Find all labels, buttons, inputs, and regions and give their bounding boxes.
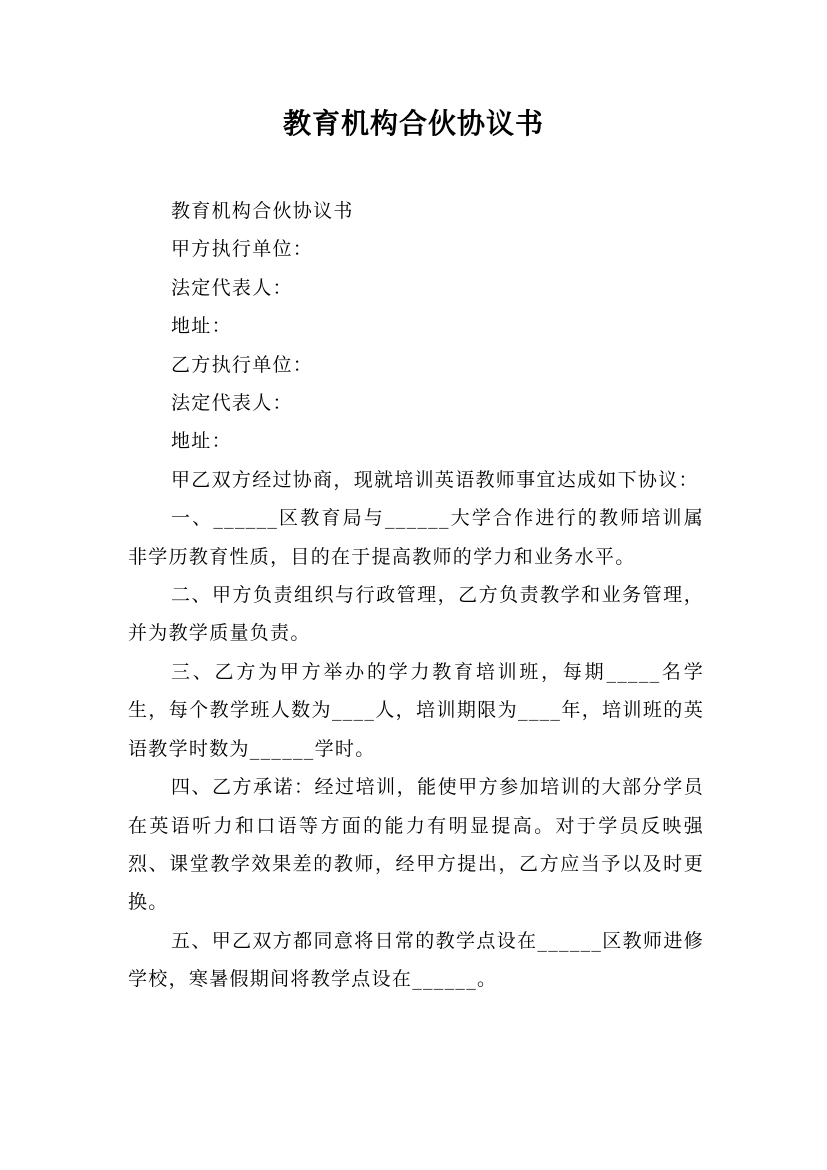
clause-2-paragraph: 二、甲方负责组织与行政管理，乙方负责教学和业务管理，并为教学质量负责。	[128, 584, 704, 645]
party-a-address-line: 地址：	[171, 315, 232, 338]
body-heading: 教育机构合伙协议书	[171, 200, 354, 222]
party-a-representative-line: 法定代表人：	[171, 276, 293, 299]
clause-1-paragraph: 一、______区教育局与______大学合作进行的教师培训属非学历教育性质，目的在于提高教师的学力和业务水平。	[128, 507, 704, 568]
party-b-representative-line: 法定代表人：	[171, 392, 293, 415]
document-body	[128, 192, 704, 999]
clause-5-paragraph: 五、甲乙双方都同意将日常的教学点设在______区教师进修学校，寒暑假期间将教学点设在______。	[128, 929, 704, 991]
party-b-address-line: 地址：	[171, 430, 232, 453]
clause-3-paragraph: 三、乙方为甲方举办的学力教育培训班，每期_____名学生，每个教学班人数为____人，培训期限为____年，培训班的英语教学时数为______学时。	[128, 660, 704, 760]
clause-4-paragraph: 四、乙方承诺：经过培训，能使甲方参加培训的大部分学员在英语听力和口语等方面的能力有明显提高。对于学员反映强烈、课堂教学效果差的教师，经甲方提出，乙方应当予以及时更换。	[128, 776, 704, 914]
party-a-unit-line: 甲方执行单位：	[171, 238, 314, 261]
document-title: 教育机构合伙协议书	[282, 107, 544, 140]
party-b-unit-line: 乙方执行单位：	[171, 353, 314, 376]
agreement-intro-paragraph: 甲乙双方经过协商，现就培训英语教师事宜达成如下协议：	[171, 468, 699, 491]
